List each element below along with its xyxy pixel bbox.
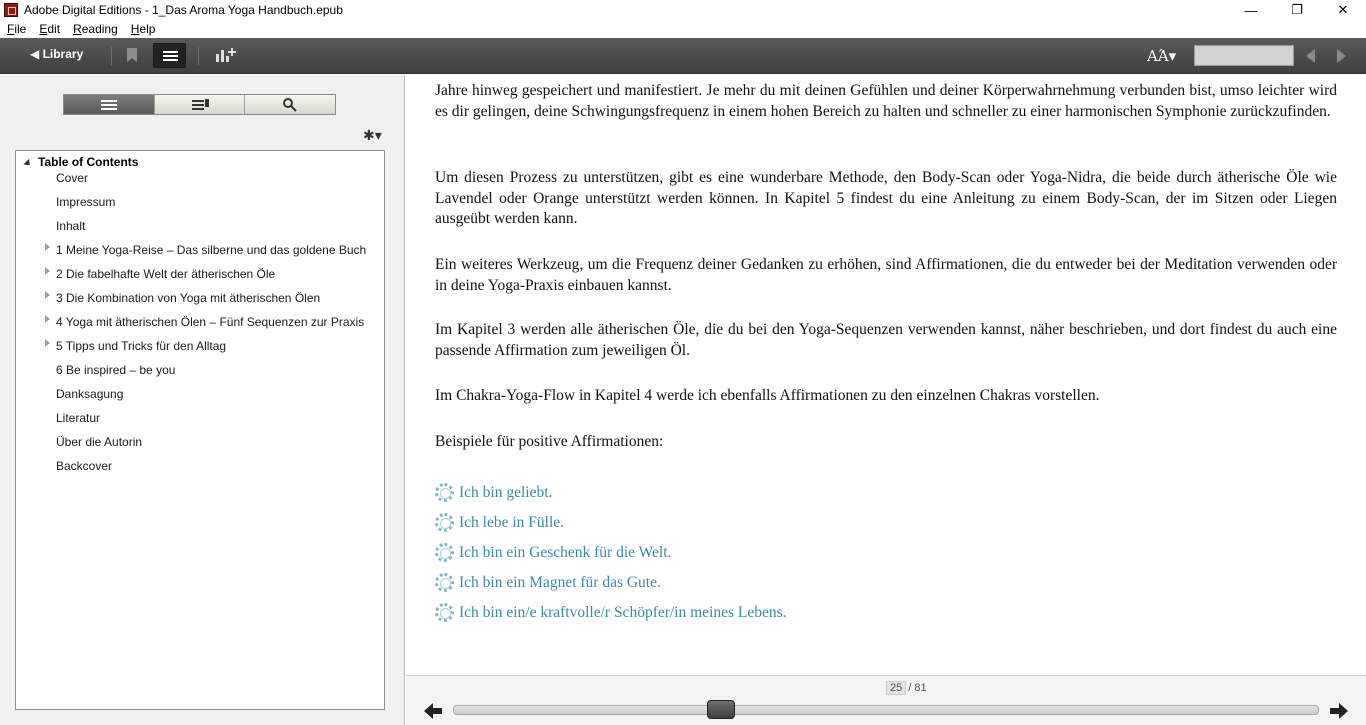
- toc-item[interactable]: Über die Autorin: [56, 435, 143, 449]
- left-panel: [0, 75, 405, 725]
- page-slider-thumb[interactable]: [707, 700, 735, 719]
- flower-icon: [435, 513, 454, 532]
- expand-icon[interactable]: [45, 243, 50, 251]
- search-icon: [282, 98, 298, 112]
- toc-item[interactable]: Backcover: [56, 459, 113, 473]
- page-indicator: [886, 681, 927, 695]
- toc-tab[interactable]: [64, 95, 155, 114]
- toc-icon[interactable]: [153, 43, 186, 68]
- affirmation-item: Ich bin ein/e kraftvolle/r Schöpfer/in meines Lebens.: [435, 603, 787, 622]
- close-button[interactable]: ✕: [1337, 2, 1349, 17]
- toc-list-icon: [99, 99, 119, 111]
- affirmation-item: Ich bin geliebt.: [435, 483, 552, 502]
- expand-icon[interactable]: [45, 339, 50, 347]
- menu-edit[interactable]: Edit: [39, 22, 61, 36]
- minimize-button[interactable]: —: [1244, 2, 1258, 18]
- page-total: / 81: [908, 682, 927, 694]
- toc-item[interactable]: Danksagung: [56, 387, 124, 401]
- toc-item[interactable]: 5 Tipps und Tricks für den Alltag: [56, 339, 227, 353]
- paragraph: Um diesen Prozess zu unterstützen, gibt es eine wunderbare Methode, den Body-Scan oder Yoga-Nidra, die beide durch ätherische Öle wie Lavendel oder Orange unterstützt werden können. In Kapitel 5 findest du eine Anleitung zu einem Body-Scan, der im Sitzen oder Liegen ausgeübt werden kann.: [435, 169, 1337, 227]
- toolbar: [0, 38, 1366, 74]
- toc-list: [15, 150, 385, 710]
- window-controls: [1228, 0, 1366, 20]
- menu-reading[interactable]: Reading: [73, 22, 118, 36]
- page-navigation: [406, 675, 1366, 725]
- library-button[interactable]: ◀ Library: [30, 47, 84, 61]
- window-title: Adobe Digital Editions - 1_Das Aroma Yoga Handbuch.epub: [24, 3, 343, 17]
- prev-arrow-icon[interactable]: [1306, 49, 1315, 63]
- font-size-icon[interactable]: AΆ▾: [1147, 47, 1177, 65]
- gear-icon[interactable]: ✱▾: [363, 127, 382, 143]
- search-field[interactable]: [1194, 45, 1294, 66]
- menu-bar: [0, 20, 1366, 38]
- search-tab[interactable]: [245, 95, 335, 114]
- toolbar-divider: [111, 47, 112, 65]
- title-bar: [0, 0, 1366, 20]
- paragraph: Im Kapitel 3 werden alle ätherischen Öle, die du bei den Yoga-Sequenzen verwenden kannst, näher beschrieben, und dort findest du auch eine passende Affirmation zum jeweiligen Öl.: [435, 321, 1337, 359]
- toc-item[interactable]: 2 Die fabelhafte Welt der ätherischen Öle: [56, 267, 276, 281]
- add-chart-icon[interactable]: [216, 48, 234, 62]
- paragraph: Beispiele für positive Affirmationen:: [435, 433, 664, 450]
- expand-icon[interactable]: [45, 315, 50, 323]
- restore-button[interactable]: ❐: [1291, 2, 1303, 17]
- collapse-icon: [23, 159, 32, 168]
- flower-icon: [435, 543, 454, 562]
- toc-item[interactable]: 4 Yoga mit ätherischen Ölen – Fünf Sequenzen zur Praxis: [56, 315, 365, 329]
- paragraph: Jahre hinweg gespeichert und manifestiert. Je mehr du mit deinen Gefühlen und deiner Körperwahrnehmung verbunden bist, umso leichter wird es dir gelingen, deine Schwingungsfrequenz in einem hohen Bereich zu halten und schneller zu einer harmonischen Symphonie zurückzufinden.: [435, 82, 1337, 120]
- next-page-arrow-icon[interactable]: [1330, 703, 1348, 719]
- bookmark-icon[interactable]: [127, 48, 137, 62]
- toc-item[interactable]: Literatur: [56, 411, 101, 425]
- toc-item[interactable]: Impressum: [56, 195, 116, 209]
- toc-item[interactable]: 6 Be inspired – be you: [56, 363, 176, 377]
- toc-header[interactable]: Table of Contents: [24, 155, 138, 169]
- flower-icon: [435, 603, 454, 622]
- flower-icon: [435, 573, 454, 592]
- toc-item[interactable]: 3 Die Kombination von Yoga mit ätherischen Ölen: [56, 291, 321, 305]
- menu-help[interactable]: Help: [130, 22, 156, 36]
- expand-icon[interactable]: [45, 291, 50, 299]
- toc-item[interactable]: 1 Meine Yoga-Reise – Das silberne und das goldene Buch: [56, 243, 367, 257]
- affirmation-item: Ich lebe in Fülle.: [435, 513, 564, 532]
- flower-icon: [435, 483, 454, 502]
- next-arrow-icon[interactable]: [1337, 49, 1346, 63]
- app-icon: [4, 3, 18, 17]
- affirmation-item: Ich bin ein Magnet für das Gute.: [435, 573, 661, 592]
- toc-item[interactable]: Inhalt: [56, 219, 86, 233]
- page-slider-track[interactable]: [453, 705, 1319, 715]
- current-page-field[interactable]: 25: [886, 681, 906, 695]
- affirmation-item: Ich bin ein Geschenk für die Welt.: [435, 543, 671, 562]
- menu-file[interactable]: File: [7, 22, 27, 36]
- expand-icon[interactable]: [45, 267, 50, 275]
- bookmarks-tab[interactable]: [155, 95, 246, 114]
- bookmark-list-icon: [190, 99, 210, 111]
- paragraph: Ein weiteres Werkzeug, um die Frequenz deiner Gedanken zu erhöhen, sind Affirmationen, die du entweder bei der Meditation verwenden oder in deine Yoga-Praxis einbauen kannst.: [435, 256, 1337, 294]
- toc-item[interactable]: Cover: [56, 171, 89, 185]
- reader-page: [406, 75, 1366, 675]
- panel-tabs: [63, 94, 336, 115]
- prev-page-arrow-icon[interactable]: [424, 703, 442, 719]
- toolbar-divider: [198, 47, 199, 65]
- paragraph: Im Chakra-Yoga-Flow in Kapitel 4 werde ich ebenfalls Affirmationen zu den einzelnen Chakras vorstellen.: [435, 387, 1100, 404]
